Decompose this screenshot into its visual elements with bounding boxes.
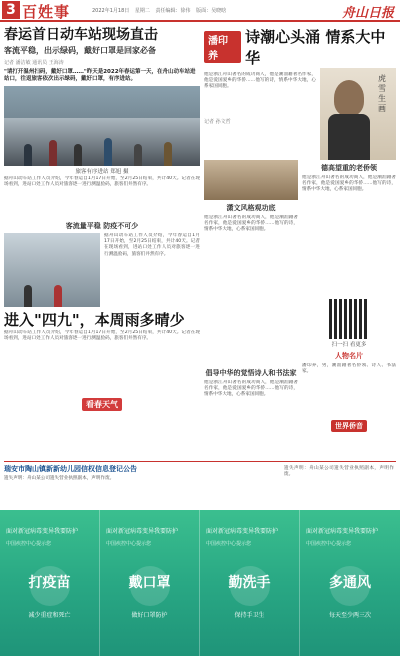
feature-tag: 潘印养: [204, 31, 241, 63]
profile-text: 潘印养，男，潮汕籍著名侨领、诗人、书法家。: [302, 363, 396, 375]
weather-tag: 看春天气: [82, 398, 122, 411]
feature-subhead-3: 倡导中华的觉悟诗人和书法家: [205, 369, 297, 377]
section-name: 百姓事: [22, 3, 71, 21]
card-label: 勤洗手: [228, 575, 271, 591]
feature-body-2: 他是浙江舟山著名的成功商人，他是潮汕籍著名作家，他是爱国爱乡的华侨……他写的诗，情系中华大地，心系家国同胞。: [302, 175, 396, 193]
notice-area: [4, 461, 396, 507]
card-head: 面对新冠病毒变异我要防护: [206, 528, 279, 535]
card-head: 面对新冠病毒变异我要防护: [6, 528, 79, 535]
lead-subhead: 客流量平稳 防疫不可少: [65, 222, 139, 230]
lead-intro: "请打开温州扫码，戴好口罩……"昨天是2022年春运第一天，在舟山动车站进站口，往返旅客依次出示绿码，戴好口罩，有序进站。: [4, 69, 196, 82]
feature-article: [204, 26, 396, 446]
header-meta: [92, 7, 230, 14]
lead-body: 据舟山动车站工作人员介绍，今年春运自1月17日开始，至2月25日结束，共计40天。记者在现场看到，进站口处工作人员对旅客逐一进行测温验码，旅客们井然有序。: [4, 176, 200, 188]
platform-photo: [4, 233, 100, 307]
issue-date: 2022年1月18日: [92, 8, 130, 14]
card-sub: 中国疾控中心提示您: [206, 541, 252, 547]
feature-photo-1: [204, 160, 298, 200]
weather-body: 据舟山动车站工作人员介绍，今年春运自1月17日开始，至2月25日结束，共计40天。记者在现场看到，进站口处工作人员对旅客逐一进行测温验码，旅客们井然有序。: [4, 330, 200, 342]
card-sub: 中国疾控中心提示您: [106, 541, 152, 547]
card-slogan: 做好口罩防护: [131, 612, 168, 619]
card-slogan: 保持手卫生: [234, 612, 265, 619]
health-banner: [0, 510, 400, 656]
qr-code: [329, 299, 369, 339]
lead-body-2: 据舟山动车站工作人员介绍，今年春运自1月17日开始，至2月25日结束，共计40天。记者在现场看到，进站口处工作人员对旅客逐一进行测温验码，旅客们井然有序。: [104, 233, 200, 257]
masthead: [0, 0, 400, 22]
feature-body: 他是浙江舟山著名的成功商人，他是潮汕籍著名作家，他是爱国爱乡的华侨……他写的诗，情系中华大地，心系家国同胞。: [204, 72, 316, 90]
notice-body: 遗失声明：舟山某公司遗失营业执照副本，声明作废。: [4, 476, 115, 481]
card-slogan: 每天至少两三次: [328, 612, 371, 619]
calligraphy-portrait: 虎雪生画: [320, 68, 396, 160]
lead-headline: 春运首日动车站现场直击: [4, 27, 158, 43]
issue-weekday: 星期二: [134, 8, 150, 14]
station-photo: [4, 86, 200, 166]
banner-card-ventilate: [300, 510, 400, 656]
page-number: 3: [2, 1, 20, 19]
banner-card-handwash: [200, 510, 300, 656]
qr-caption: 扫一扫 看更多: [331, 342, 367, 348]
card-slogan: 减少重症和死亡: [28, 612, 71, 619]
card-head: 面对新冠病毒变异我要防护: [306, 528, 379, 535]
feature-byline: 记者 孙文哲: [204, 119, 231, 125]
banner-card-mask: [100, 510, 200, 656]
feature-headline: 诗潮心头涌 情系大中华: [245, 28, 386, 67]
newspaper-logo: 舟山日报: [341, 6, 394, 21]
lead-subheadline: 客流平稳，出示绿码，戴好口罩是回家必备: [4, 46, 156, 55]
feature-subhead-2: 德高望重的老侨领: [321, 164, 377, 172]
photo-caption: 旅客有序进站 郑旭 摄: [75, 169, 129, 175]
feature-body-1: 他是浙江舟山著名的成功商人，他是潮汕籍著名作家，他是爱国爱乡的华侨……他写的诗，情系中华大地，心系家国同胞。: [204, 215, 298, 233]
lead-article: [4, 26, 200, 411]
card-label: 戴口罩: [128, 575, 171, 591]
designer-credit: 版面：吴晓晗: [196, 8, 227, 14]
section-tag: 世界侨音: [331, 420, 367, 432]
card-sub: 中国疾控中心提示您: [6, 541, 52, 547]
notice-title: 瑞安市陶山镇新新幼儿园信权信息登记公告: [4, 465, 137, 473]
card-label: 多通风: [329, 575, 371, 591]
lead-byline: 记者 潘洁敏 通讯员 王海涛: [4, 60, 64, 66]
banner-card-vaccine: [0, 510, 100, 656]
weather-headline: 进入"四九"，本周雨多晴少: [4, 311, 185, 329]
card-head: 面对新冠病毒变异我要防护: [106, 528, 179, 535]
editor-credit: 责任编辑：徐伟: [155, 8, 191, 14]
card-label: 打疫苗: [28, 575, 71, 591]
lost-notice: 遗失声明：舟山某公司遗失营业执照副本，声明作废。: [284, 466, 394, 478]
profile-title: 人物名片: [335, 352, 363, 360]
card-sub: 中国疾控中心提示您: [306, 541, 352, 547]
feature-body-3: 他是浙江舟山著名的成功商人，他是潮汕籍著名作家，他是爱国爱乡的华侨……他写的诗，情系中华大地，心系家国同胞。: [204, 380, 298, 398]
feature-subhead-1: 潇文风格观功底: [226, 204, 276, 212]
